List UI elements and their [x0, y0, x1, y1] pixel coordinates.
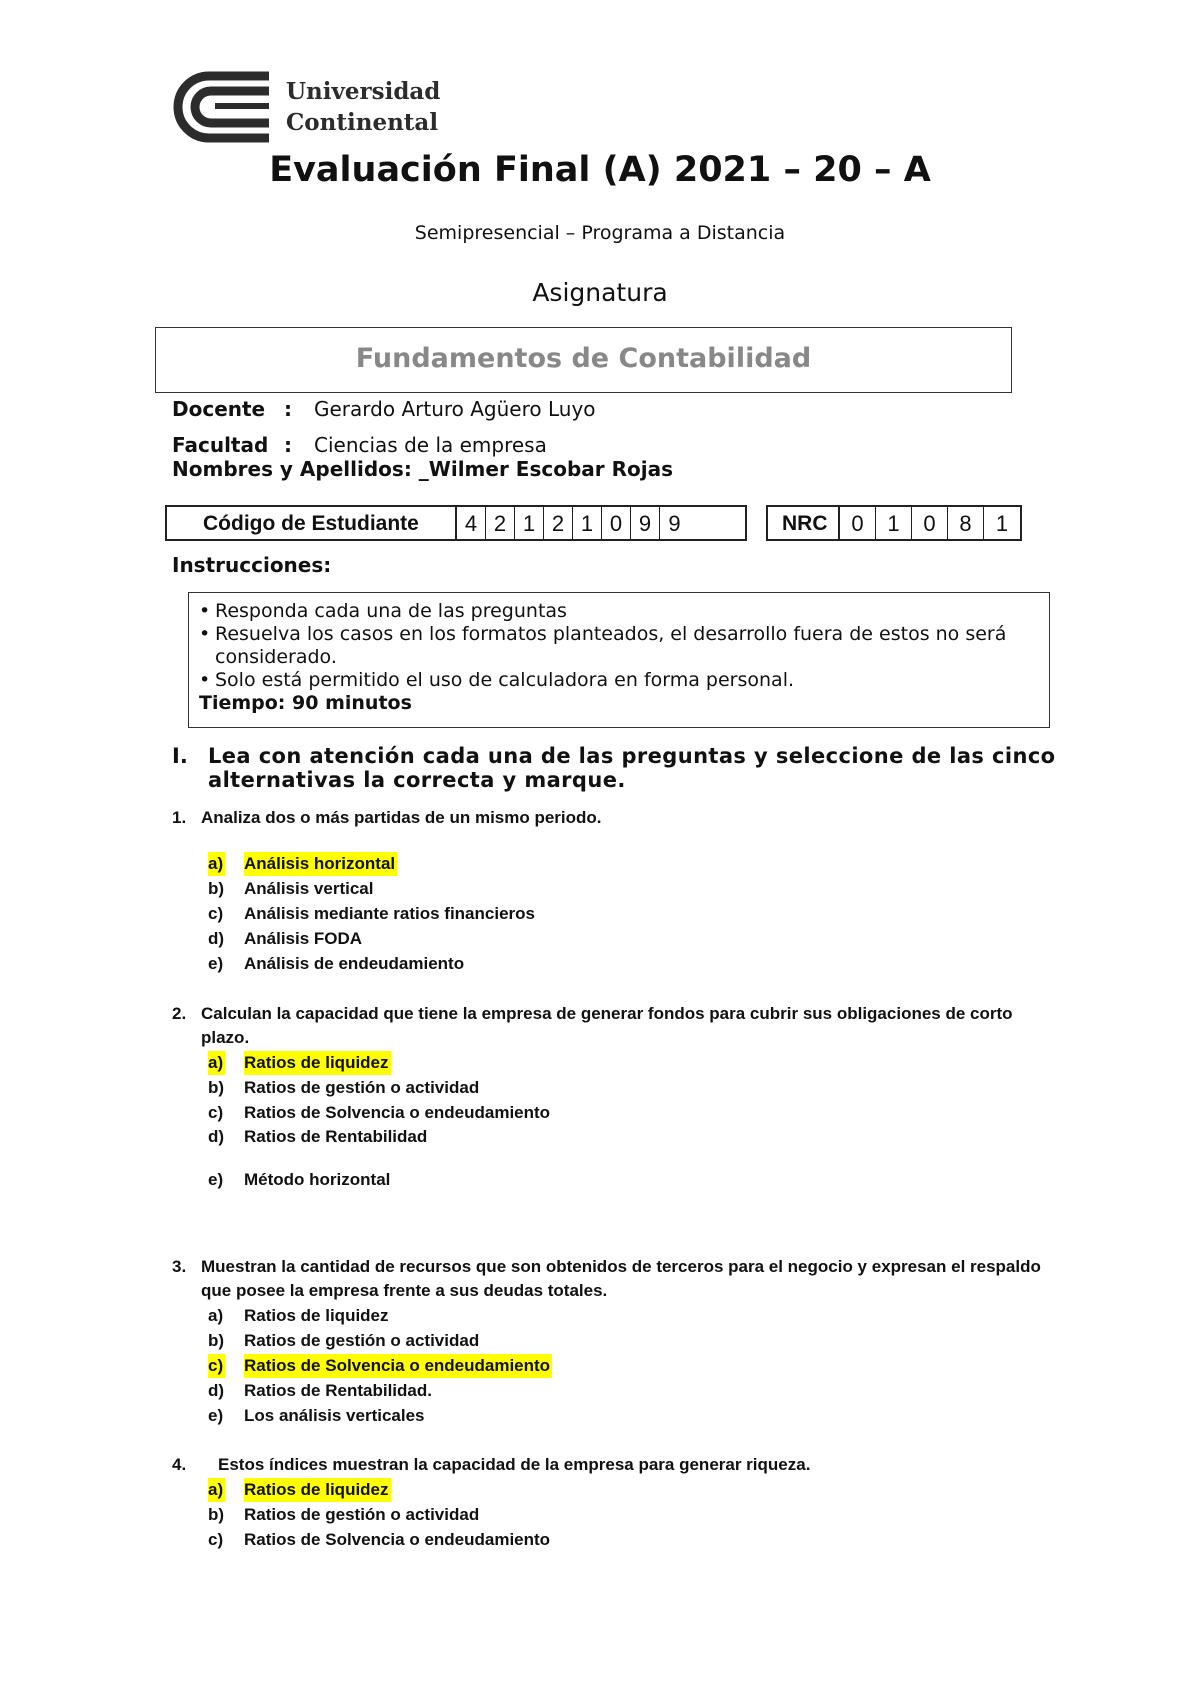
student-code-digit: 9	[668, 511, 681, 536]
instructions-box	[188, 592, 1050, 728]
student-name: Nombres y Apellidos: _Wilmer Escobar Rojas	[172, 457, 673, 481]
option-letter: a)	[208, 852, 225, 876]
student-code-box	[165, 505, 747, 541]
instruction-bullet: • Resuelva los casos en los formatos planteados, el desarrollo fuera de estos no será considerado.	[199, 623, 1049, 669]
option-letter: a)	[208, 1306, 224, 1325]
option-text: Ratios de Rentabilidad.	[244, 1381, 432, 1400]
exam-subtitle: Semipresencial – Programa a Distancia	[414, 222, 786, 244]
question-text: Calculan la capacidad que tiene la empresa de generar fondos para cubrir sus obligaciones de corto plazo.	[201, 1004, 1013, 1047]
facultad-label: Facultad	[172, 433, 269, 457]
university-logo	[172, 70, 472, 145]
option-letter: e)	[208, 1406, 224, 1425]
question-number: 4.	[172, 1455, 187, 1474]
option-text: Análisis FODA	[244, 929, 363, 948]
option-text: Ratios de liquidez	[244, 1306, 389, 1325]
option-letter: d)	[208, 1127, 225, 1146]
option-text: Ratios de Solvencia o endeudamiento	[244, 1354, 552, 1378]
question-text: Estos índices muestran la capacidad de la empresa para generar riqueza.	[218, 1455, 811, 1474]
option-letter: c)	[208, 1103, 224, 1122]
option-text: Los análisis verticales	[244, 1406, 425, 1425]
student-code-digit: 4	[457, 507, 486, 539]
student-code-digit: 2	[486, 507, 515, 539]
option-letter: e)	[208, 954, 224, 973]
student-code-digit: 0	[602, 507, 631, 539]
option-text: Ratios de gestión o actividad	[244, 1078, 480, 1097]
student-code-digit: 1	[515, 507, 544, 539]
question-text: Muestran la cantidad de recursos que son obtenidos de terceros para el negocio y expresan el respaldo que posee la empresa frente a sus deudas totales.	[201, 1257, 1041, 1300]
option-text: Ratios de Rentabilidad	[244, 1127, 428, 1146]
exam-title: Evaluación Final (A) 2021 – 20 – A	[269, 150, 931, 190]
docente-separator: :	[284, 397, 292, 421]
student-code-digit: 2	[544, 507, 573, 539]
nrc-digit: 0	[912, 507, 948, 539]
option-letter: b)	[208, 1505, 225, 1524]
time-limit: Tiempo: 90 minutos	[199, 692, 412, 714]
option-text: Análisis horizontal	[244, 852, 397, 876]
option-letter: d)	[208, 929, 225, 948]
option-text: Análisis vertical	[244, 879, 374, 898]
nrc-label: NRC	[768, 507, 840, 539]
facultad-value: Ciencias de la empresa	[314, 433, 547, 457]
option-letter: c)	[208, 1354, 225, 1378]
instructions-heading: Instrucciones:	[172, 553, 332, 577]
student-code-digit: 1	[573, 507, 602, 539]
section-instruction: Lea con atención cada una de las preguntas y seleccione de las cinco alternativas la correcta y marque.	[208, 744, 1056, 792]
option-text: Ratios de liquidez	[244, 1051, 391, 1075]
facultad-row	[172, 433, 547, 457]
section-number: I.	[172, 744, 188, 768]
student-code-label: Código de Estudiante	[167, 507, 457, 539]
course-name-box: Fundamentos de Contabilidad	[155, 327, 1012, 393]
option-letter: b)	[208, 879, 225, 898]
option-text: Análisis de endeudamiento	[244, 954, 465, 973]
option-letter: a)	[208, 1051, 225, 1075]
student-code-digit: 9	[631, 507, 660, 539]
nrc-digit: 1	[876, 507, 912, 539]
docente-value: Gerardo Arturo Agüero Luyo	[314, 397, 596, 421]
facultad-separator: :	[284, 433, 292, 457]
universidad-continental-logo-icon	[172, 70, 272, 144]
question-text: Analiza dos o más partidas de un mismo periodo.	[201, 808, 602, 827]
nrc-digit: 0	[840, 507, 876, 539]
docente-label: Docente	[172, 397, 266, 421]
option-letter: c)	[208, 1530, 224, 1549]
option-text: Análisis mediante ratios financieros	[244, 904, 535, 923]
option-text: Ratios de liquidez	[244, 1478, 391, 1502]
logo-wordmark	[286, 76, 440, 138]
option-letter: c)	[208, 904, 224, 923]
nrc-digit: 1	[995, 511, 1009, 536]
option-letter: a)	[208, 1478, 225, 1502]
logo-line-2: Continental	[286, 109, 439, 136]
option-letter: e)	[208, 1170, 224, 1189]
option-text: Método horizontal	[244, 1170, 391, 1189]
nrc-box	[766, 505, 1022, 541]
option-text: Ratios de Solvencia o endeudamiento	[244, 1530, 551, 1549]
asignatura-heading: Asignatura	[532, 278, 668, 307]
logo-line-1: Universidad	[286, 78, 441, 105]
option-text: Ratios de gestión o actividad	[244, 1331, 480, 1350]
option-letter: b)	[208, 1078, 225, 1097]
nrc-digit: 8	[948, 507, 984, 539]
question-number: 2.	[172, 1004, 187, 1023]
option-text: Ratios de Solvencia o endeudamiento	[244, 1103, 551, 1122]
question-number: 1.	[172, 808, 187, 827]
question-number: 3.	[172, 1257, 187, 1276]
instruction-bullet: • Solo está permitido el uso de calculadora en forma personal.	[199, 669, 1049, 692]
instruction-bullet: • Responda cada una de las preguntas	[199, 600, 1049, 623]
docente-row	[172, 397, 596, 421]
option-letter: d)	[208, 1381, 225, 1400]
option-text: Ratios de gestión o actividad	[244, 1505, 480, 1524]
option-letter: b)	[208, 1331, 225, 1350]
